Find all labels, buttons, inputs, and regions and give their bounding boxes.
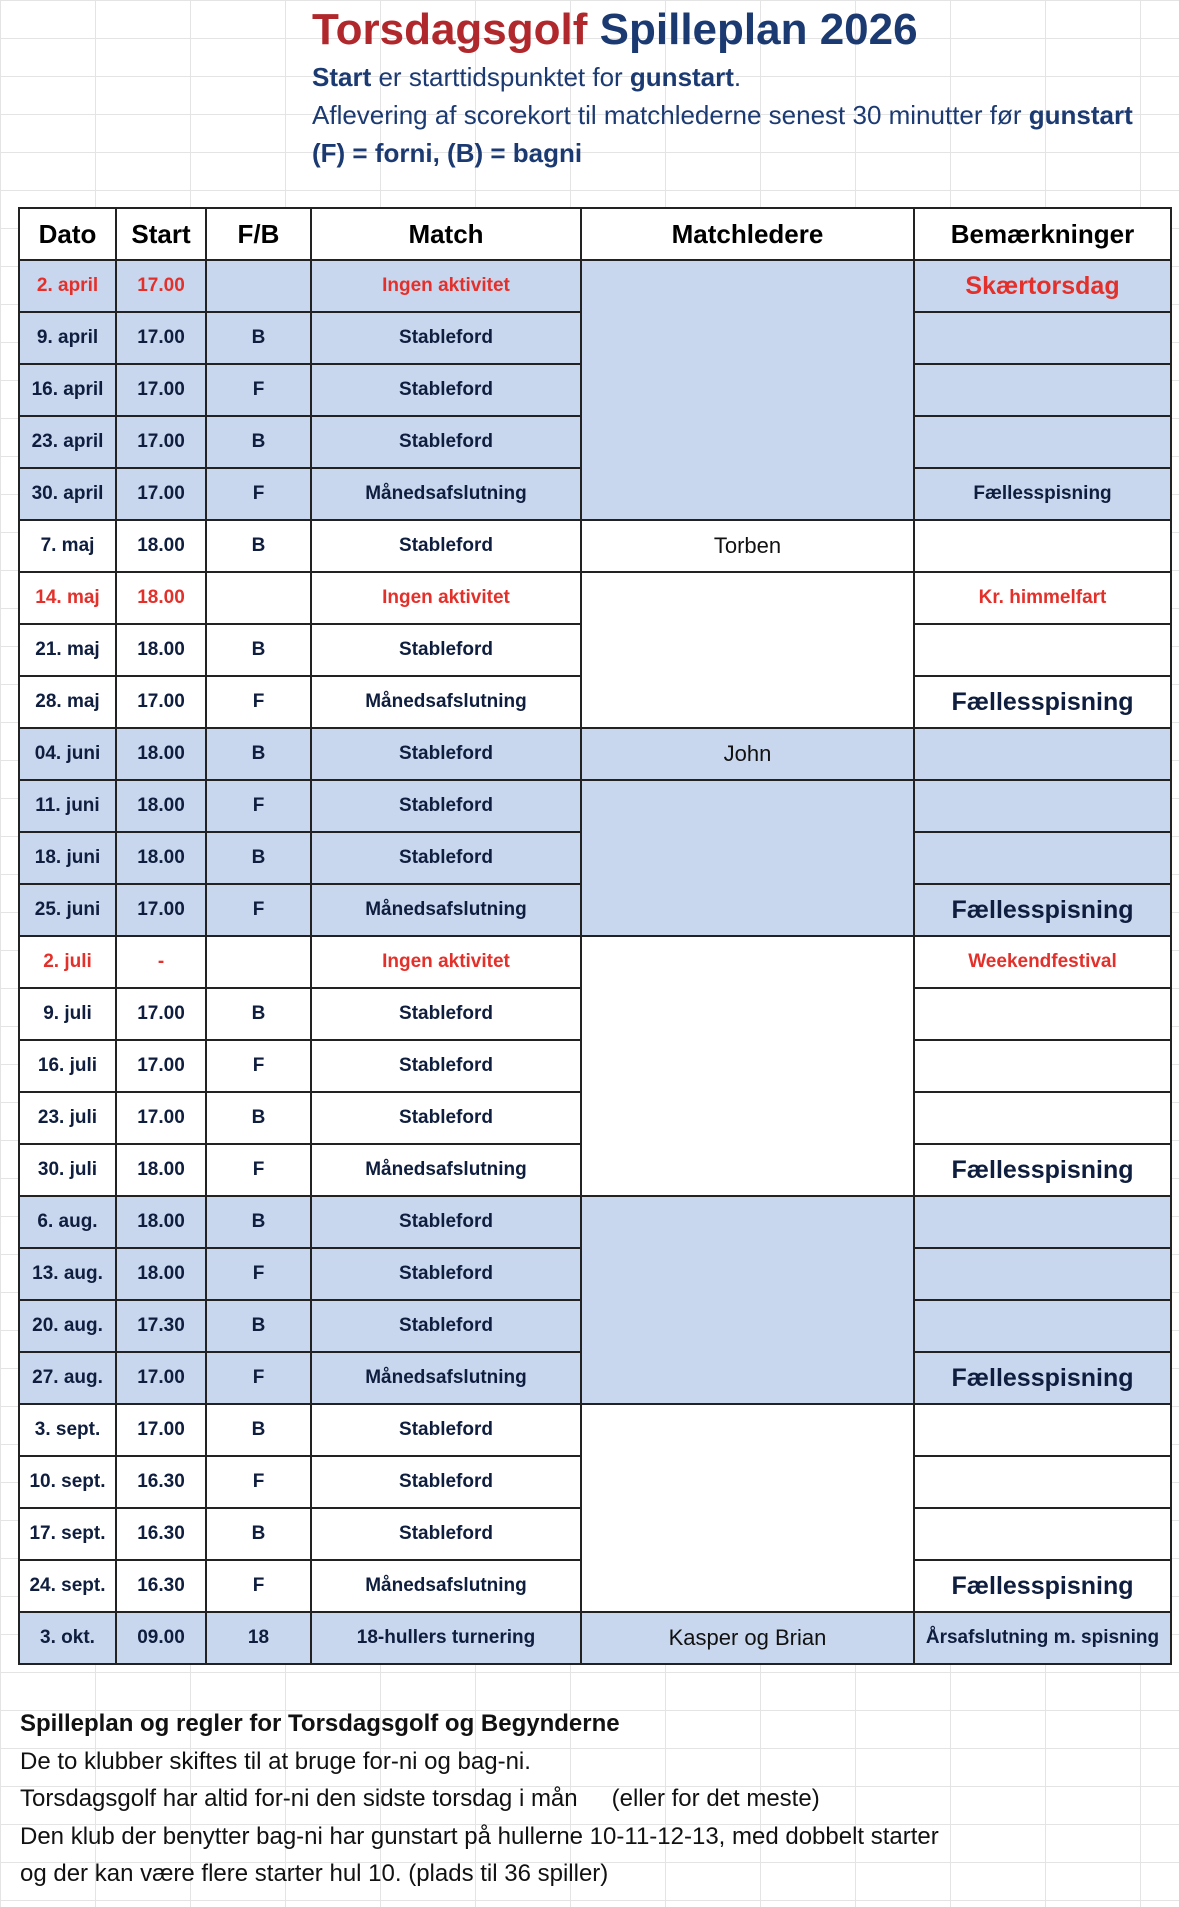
cell-date: 9. juli [19,988,116,1040]
cell-fb: F [206,780,311,832]
cell-match: 18-hullers turnering [311,1612,581,1664]
cell-start: 18.00 [116,1248,206,1300]
cell-fb: B [206,624,311,676]
cell-start: 17.00 [116,312,206,364]
cell-remark [914,1508,1171,1560]
cell-start: 17.30 [116,1300,206,1352]
cell-match: Månedsafslutning [311,676,581,728]
cell-fb: B [206,416,311,468]
cell-remark: Fællesspisning [914,676,1171,728]
table-row [19,936,1171,988]
cell-start: 16.30 [116,1560,206,1612]
cell-fb: F [206,1352,311,1404]
cell-remark [914,780,1171,832]
cell-remark: Årsafslutning m. spisning [914,1612,1171,1664]
cell-remark [914,1092,1171,1144]
cell-match: Månedsafslutning [311,468,581,520]
cell-remark [914,832,1171,884]
cell-manager-april [581,260,914,520]
cell-remark: Fællesspisning [914,1560,1171,1612]
title-spilleplan: Spilleplan 2026 [599,5,918,54]
column-header-bemaerkninger: Bemærkninger [914,208,1171,260]
cell-manager-sept [581,1404,914,1612]
cell-remark [914,624,1171,676]
cell-fb: F [206,1456,311,1508]
cell-start: - [116,936,206,988]
table-row [19,1196,1171,1248]
cell-start: 09.00 [116,1612,206,1664]
cell-match: Stableford [311,1300,581,1352]
notes-heading: Spilleplan og regler for Torsdagsgolf og Begynderne [20,1710,620,1737]
cell-start: 18.00 [116,1144,206,1196]
cell-match: Månedsafslutning [311,1144,581,1196]
cell-remark [914,988,1171,1040]
cell-date: 30. april [19,468,116,520]
table-row [19,1404,1171,1456]
cell-start: 17.00 [116,884,206,936]
cell-fb: B [206,1092,311,1144]
column-header-fb: F/B [206,208,311,260]
cell-date: 2. april [19,260,116,312]
cell-match: Stableford [311,520,581,572]
cell-match: Stableford [311,1248,581,1300]
cell-match: Månedsafslutning [311,1560,581,1612]
cell-remark: Kr. himmelfart [914,572,1171,624]
cell-date: 17. sept. [19,1508,116,1560]
cell-date: 23. juli [19,1092,116,1144]
cell-match: Stableford [311,988,581,1040]
cell-remark [914,1248,1171,1300]
notes-line: Torsdagsgolf har altid for-ni den sidste torsdag i mån (eller for det meste) [20,1785,820,1812]
fb-legend: (F) = forni, (B) = bagni [312,138,583,168]
cell-match: Stableford [311,364,581,416]
column-header-match: Match [311,208,581,260]
cell-fb: F [206,1560,311,1612]
title-torsdagsgolf: Torsdagsgolf [312,5,588,54]
cell-date: 20. aug. [19,1300,116,1352]
cell-fb: 18 [206,1612,311,1664]
cell-fb: B [206,1300,311,1352]
cell-fb [206,260,311,312]
cell-date: 30. juli [19,1144,116,1196]
cell-date: 3. sept. [19,1404,116,1456]
cell-date: 13. aug. [19,1248,116,1300]
cell-start: 18.00 [116,780,206,832]
cell-match: Stableford [311,1508,581,1560]
cell-match: Stableford [311,1456,581,1508]
cell-remark [914,364,1171,416]
cell-remark [914,312,1171,364]
document-header [312,0,1172,172]
notes-line: De to klubber skiftes til at bruge for-ni og bag-ni. [20,1747,531,1775]
cell-date: 27. aug. [19,1352,116,1404]
table-row [19,260,1171,312]
cell-start: 18.00 [116,624,206,676]
cell-start: 18.00 [116,728,206,780]
cell-remark [914,1040,1171,1092]
cell-fb: F [206,1144,311,1196]
table-row [19,780,1171,832]
cell-start: 16.30 [116,1456,206,1508]
cell-start: 17.00 [116,1404,206,1456]
column-header-matchledere: Matchledere [581,208,914,260]
schedule-table [18,207,1172,1665]
cell-start: 17.00 [116,1092,206,1144]
cell-remark: Weekendfestival [914,936,1171,988]
cell-match: Stableford [311,312,581,364]
cell-match: Stableford [311,728,581,780]
cell-remark [914,728,1171,780]
table-row [19,572,1171,624]
cell-date: 16. juli [19,1040,116,1092]
cell-fb: F [206,884,311,936]
cell-fb: B [206,312,311,364]
cell-start: 18.00 [116,832,206,884]
cell-manager-aug [581,1196,914,1404]
cell-start: 17.00 [116,676,206,728]
notes-line: Den klub der benytter bag-ni har gunstart på hullerne 10-11-12-13, med dobbelt starter [20,1822,939,1850]
cell-start: 17.00 [116,1040,206,1092]
table-row [19,520,1171,572]
cell-fb: F [206,1040,311,1092]
cell-fb: F [206,364,311,416]
cell-fb: B [206,728,311,780]
column-header-dato: Dato [19,208,116,260]
start-explanation: Start er starttidspunktet for gunstart. [312,62,742,92]
cell-remark: Fællesspisning [914,884,1171,936]
cell-match: Stableford [311,1404,581,1456]
cell-date: 04. juni [19,728,116,780]
cell-fb: B [206,1508,311,1560]
cell-fb: B [206,832,311,884]
table-header-row [19,208,1171,260]
cell-remark: Skærtorsdag [914,260,1171,312]
cell-date: 21. maj [19,624,116,676]
cell-start: 17.00 [116,364,206,416]
cell-remark [914,520,1171,572]
table-row [19,1612,1171,1664]
cell-remark [914,1300,1171,1352]
cell-date: 10. sept. [19,1456,116,1508]
cell-remark: Fællesspisning [914,1352,1171,1404]
cell-start: 18.00 [116,572,206,624]
cell-date: 28. maj [19,676,116,728]
cell-date: 6. aug. [19,1196,116,1248]
cell-date: 11. juni [19,780,116,832]
cell-start: 18.00 [116,1196,206,1248]
cell-start: 16.30 [116,1508,206,1560]
cell-manager-juli [581,936,914,1196]
cell-start: 17.00 [116,1352,206,1404]
notes-line: og der kan være flere starter hul 10. (plads til 36 spiller) [20,1860,609,1887]
cell-date: 16. april [19,364,116,416]
cell-match: Stableford [311,1040,581,1092]
cell-manager-maj [581,572,914,728]
cell-match: Ingen aktivitet [311,260,581,312]
cell-fb: F [206,1248,311,1300]
column-header-start: Start [116,208,206,260]
cell-date: 23. april [19,416,116,468]
cell-match: Stableford [311,416,581,468]
cell-remark: Fællesspisning [914,1144,1171,1196]
cell-fb [206,572,311,624]
cell-start: 17.00 [116,260,206,312]
cell-match: Stableford [311,780,581,832]
scorecard-instruction: Aflevering af scorekort til matchlederne senest 30 minutter før gunstart [312,100,1133,130]
cell-fb: F [206,468,311,520]
cell-start: 17.00 [116,468,206,520]
cell-match: Stableford [311,1092,581,1144]
cell-match: Stableford [311,624,581,676]
cell-match: Ingen aktivitet [311,936,581,988]
cell-remark: Fællesspisning [914,468,1171,520]
cell-date: 24. sept. [19,1560,116,1612]
cell-remark [914,416,1171,468]
cell-fb: F [206,676,311,728]
cell-match: Stableford [311,832,581,884]
cell-manager: Kasper og Brian [581,1612,914,1664]
cell-date: 18. juni [19,832,116,884]
cell-date: 14. maj [19,572,116,624]
cell-remark [914,1456,1171,1508]
cell-manager: Torben [581,520,914,572]
cell-date: 9. april [19,312,116,364]
table-row [19,728,1171,780]
cell-remark [914,1196,1171,1248]
cell-match: Månedsafslutning [311,1352,581,1404]
page-title [312,2,1172,58]
cell-manager-juni [581,780,914,936]
cell-remark [914,1404,1171,1456]
cell-date: 7. maj [19,520,116,572]
cell-date: 2. juli [19,936,116,988]
cell-fb: B [206,988,311,1040]
cell-match: Ingen aktivitet [311,572,581,624]
cell-start: 17.00 [116,416,206,468]
cell-date: 3. okt. [19,1612,116,1664]
cell-fb: B [206,520,311,572]
cell-fb: B [206,1196,311,1248]
cell-fb [206,936,311,988]
cell-match: Stableford [311,1196,581,1248]
cell-manager: John [581,728,914,780]
cell-start: 18.00 [116,520,206,572]
cell-start: 17.00 [116,988,206,1040]
rules-notes [20,1705,1170,1893]
cell-date: 25. juni [19,884,116,936]
cell-fb: B [206,1404,311,1456]
cell-match: Månedsafslutning [311,884,581,936]
